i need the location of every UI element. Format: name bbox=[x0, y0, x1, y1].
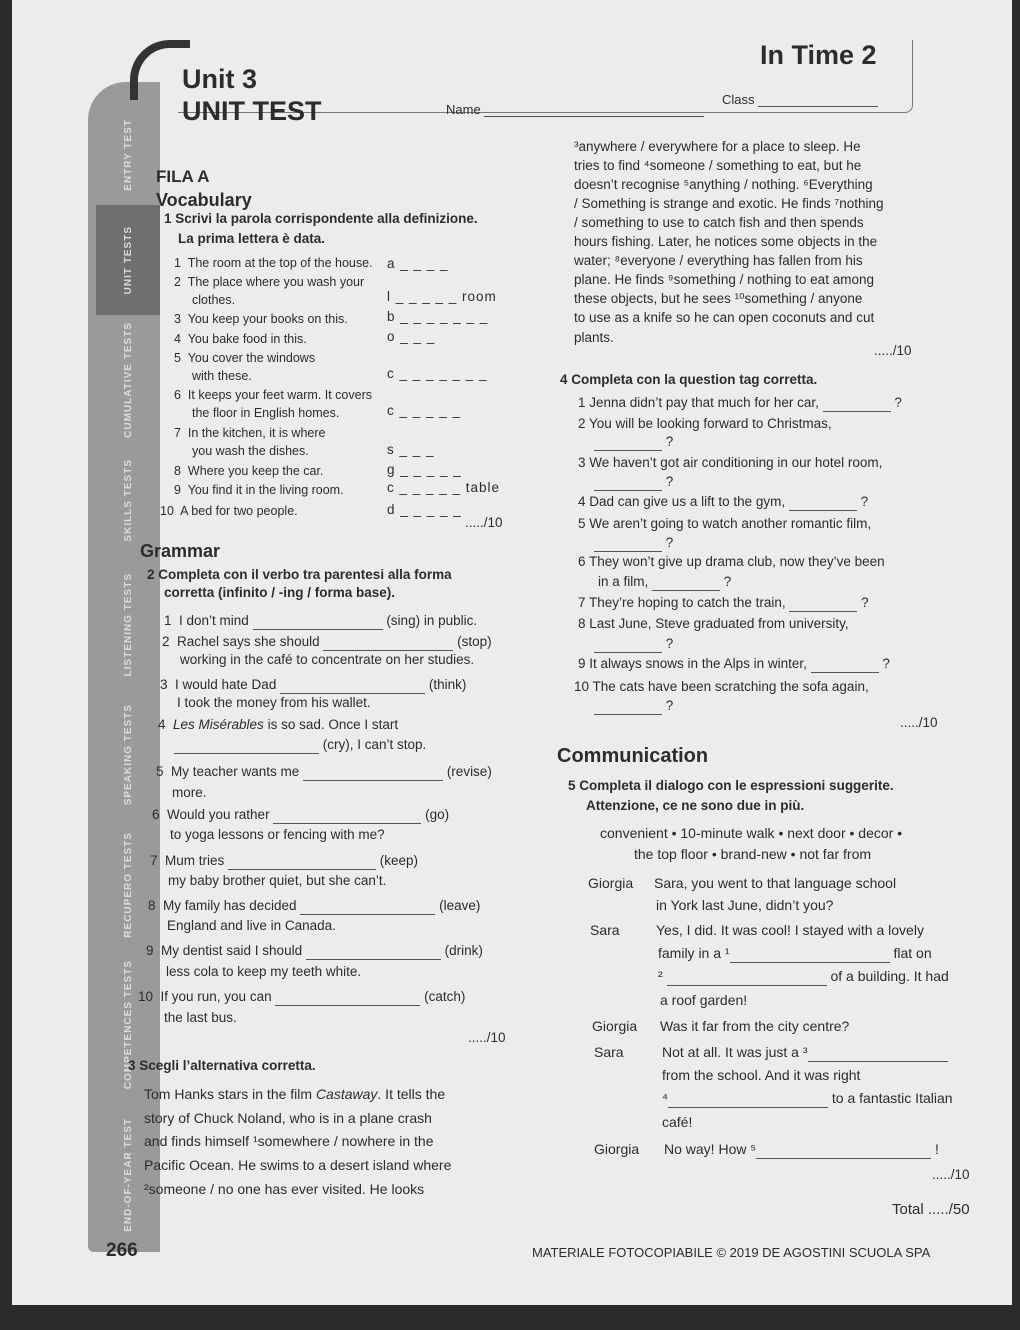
exercise2-title-continued: corretta (infinito / -ing / forma base). bbox=[164, 585, 396, 600]
sidebar-tab-competences: COMPETENCES TESTS bbox=[122, 960, 134, 1090]
exercise3-line: and finds himself ¹somewhere / nowhere in the bbox=[144, 1133, 434, 1149]
vocab-item: 5 You cover the windows bbox=[174, 351, 316, 365]
unit-title: Unit 3 bbox=[182, 64, 258, 94]
page-title: UNIT TEST bbox=[182, 96, 322, 126]
vocab-answer[interactable]: c _ _ _ _ _ _ _ bbox=[387, 366, 488, 381]
fila-label: FILA A bbox=[156, 167, 210, 186]
vocabulary-heading: Vocabulary bbox=[156, 190, 252, 210]
vocab-item-continued: with these. bbox=[192, 369, 252, 383]
speaker-giorgia: Giorgia bbox=[592, 1018, 638, 1034]
sidebar-tab-speaking: SPEAKING TESTS bbox=[122, 704, 134, 806]
vocab-item-continued: clothes. bbox=[192, 293, 236, 307]
word-bank: the top floor • brand-new • not far from bbox=[634, 846, 872, 862]
exercise4-score: ...../10 bbox=[900, 715, 938, 730]
exercise4-title: 4 Completa con la question tag corretta. bbox=[560, 372, 818, 387]
vocab-item: 3 You keep your books on this. bbox=[174, 312, 348, 326]
speaker-sara: Sara bbox=[594, 1044, 624, 1060]
vocab-answer[interactable]: g _ _ _ _ _ bbox=[387, 462, 462, 477]
worksheet-page: ENTRY TEST UNIT TESTS CUMULATIVE TESTS SKILLS TESTS LISTENING TESTS SPEAKING TESTS RECUPERO TESTS COMPETENCES TESTS END-OF-YEAR TEST In Time 2 Unit 3 UNIT TEST Name Class FILA A Vocabulary 1 Scrivi la parola corrispondente alla definizione. La prima lettera è data. 1 The room at the top of the house. a _ _ _ _ 2 The place where you wash your clothes. l _ _ _ _ _ room 3 You keep your books on this. b _ _ _ _ _ _ _ 4 You bake food in this. o _ _ _ 5 You cover the windows with these. c _ _ _ _ _ _ _ 6 It keeps your feet warm. It covers the floor in English homes. c _ _ _ _ _ 7 In the kitchen, it is where you wash the dishes. s _ _ _ 8 Where you keep the car. g _ _ _ _ _ 9 You find it in the living room. c _ _ _ _ _ table 10 A bed for two people. d _ _ _ _ _ ...../10 Grammar 2 Completa con il verbo tra parentesi alla forma corretta (infinito / -ing / forma base). 1 I don’t mind (sing) in public. 2 Rachel says she should (stop) working in the café to concentrate on her studies. 3 I would hate Dad (think) I took the money from his wallet. 4 Les Misérables is so sad. Once I start (cry), I can’t stop. 5 My teacher wants me (revise) more. 6 Would you rather (go) to yoga lessons or fencing with me? 7 Mum tries (keep) my baby brother quiet, but she can’t. 8 My family has decided (leave) England and live in Canada. 9 My dentist said I should (drink) less cola to keep my teeth white. 10 If you run, you can (catch) the last bus. ...../10 3 Scegli l’alternativa corretta. Tom Hanks stars in the film Castaway. It tells the story of Chuck Noland, who is in a plane crash and finds himself ¹somewhere / nowhere in the Pacific Ocean. He swims to a desert island where ²someone / no one has ever visited. He looks ³anywhere / everywhere for a place to sleep. He tries to find ⁴someone / something to eat, but he doesn’t recognise ⁵anything / nothing. ⁶Everything / Something is strange and exotic. He finds ⁷nothing / something to use to catch fish and then spends hours fishing. Later, he notices some objects in the water; ⁸everyone / everything has fallen from his plane. He finds ⁹something / nothing to eat among these objects, but he sees ¹⁰something / anyone to use as a knife so he can open coconuts and cut plants. ...../10 4 Completa con la question tag corretta. 1 Jenna didn’t pay that much for her car, ? 2 You will be looking forward to Christmas, ? 3 We haven’t got air conditioning in our hotel room, ? 4 Dad can give us a lift to the gym, ? 5 We aren’t going to watch another romantic film, ? 6 They won’t give up drama club, now they’ve been in a film, ? 7 They’re hoping to catch the train, ? 8 Last June, Steve graduated from university, ? 9 It always snows in the Alps in winter, ? 10 The cats have been scratching the sofa again, ? ...../10 Communication 5 Completa il dialogo con le espressioni suggerite. Attenzione, ce ne sono due in più. convenient • 10-minute walk • next door • decor • the top floor • brand-new • not far from Giorgia Sara, you went to that language school in York last June, didn’t you? Sara Yes, I did. It was cool! I stayed with a lovely family in a ¹ flat on ² of a building. It had a roof garden! Giorgia Was it far from the city centre? Sara Not at all. It was just a ³ from the school. And it was right ⁴ to a fantastic Italian café! Giorgia No way! How ⁵ ! ...../10 Total ...../50 266 MATERIALE FOTOCOPIABILE © 2019 DE AGOSTINI SCUOLA SPA bbox=[12, 0, 1012, 1305]
sidebar-tab-unit: UNIT TESTS bbox=[96, 205, 160, 315]
vocab-answer[interactable]: a _ _ _ _ bbox=[387, 256, 449, 271]
brand-title: In Time 2 bbox=[760, 40, 877, 70]
exercise1-title: 1 Scrivi la parola corrispondente alla definizione. bbox=[164, 211, 478, 226]
exercise2-score: ...../10 bbox=[468, 1030, 506, 1045]
exercise5-title: 5 Completa il dialogo con le espressioni suggerite. bbox=[568, 778, 894, 793]
grammar-heading: Grammar bbox=[140, 541, 221, 561]
exercise3-line: ²someone / no one has ever visited. He looks bbox=[144, 1181, 425, 1197]
vocab-item: 6 It keeps your feet warm. It covers bbox=[174, 388, 373, 402]
class-label: Class bbox=[722, 92, 755, 107]
copyright-notice: MATERIALE FOTOCOPIABILE © 2019 DE AGOSTINI SCUOLA SPA bbox=[532, 1245, 931, 1260]
exercise3-line: story of Chuck Noland, who is in a plane crash bbox=[144, 1110, 432, 1126]
exercise5-subtitle: Attenzione, ce ne sono due in più. bbox=[586, 798, 805, 813]
vocab-answer[interactable]: o _ _ _ bbox=[387, 329, 436, 344]
speaker-giorgia: Giorgia bbox=[588, 875, 634, 891]
sidebar-tab-skills: SKILLS TESTS bbox=[122, 458, 134, 542]
speaker-sara: Sara bbox=[590, 922, 620, 938]
exercise3-title: 3 Scegli l’alternativa corretta. bbox=[128, 1058, 316, 1073]
page-number: 266 bbox=[106, 1240, 138, 1261]
sidebar-tab-listening: LISTENING TESTS bbox=[122, 573, 134, 677]
vocab-item: 10 A bed for two people. bbox=[160, 504, 298, 518]
speaker-giorgia: Giorgia bbox=[594, 1141, 640, 1157]
vocab-answer[interactable]: b _ _ _ _ _ _ _ bbox=[387, 309, 489, 324]
exercise2-title: 2 Completa con il verbo tra parentesi alla forma bbox=[147, 567, 452, 582]
vocab-item: 1 The room at the top of the house. bbox=[174, 256, 373, 270]
vocab-answer[interactable]: d _ _ _ _ _ bbox=[387, 502, 462, 517]
vocab-answer[interactable]: c _ _ _ _ _ table bbox=[387, 480, 501, 495]
vocab-answer[interactable]: l _ _ _ _ _ room bbox=[387, 289, 497, 304]
exercise1-subtitle: La prima lettera è data. bbox=[178, 231, 326, 246]
exercise3-line: Tom Hanks stars in the film Castaway. It tells the bbox=[144, 1086, 446, 1102]
vocab-answer[interactable]: s _ _ _ bbox=[387, 442, 435, 457]
name-field[interactable] bbox=[446, 102, 704, 117]
sidebar-tab-cumulative: CUMULATIVE TESTS bbox=[122, 322, 134, 438]
sidebar-tab-recupero: RECUPERO TESTS bbox=[122, 832, 134, 938]
sidebar-tab-entry: ENTRY TEST bbox=[122, 119, 134, 191]
vocab-item: 2 The place where you wash your bbox=[174, 275, 365, 289]
exercise1-score: ...../10 bbox=[465, 515, 503, 530]
vocab-item: 4 You bake food in this. bbox=[174, 332, 307, 346]
vocab-answer[interactable]: c _ _ _ _ _ bbox=[387, 403, 462, 418]
vocab-item: 8 Where you keep the car. bbox=[174, 464, 324, 478]
vocab-item-continued: you wash the dishes. bbox=[192, 444, 309, 458]
exercise5-score: ...../10 bbox=[932, 1167, 970, 1182]
vocab-item-continued: the floor in English homes. bbox=[192, 406, 340, 420]
name-label: Name bbox=[446, 102, 481, 117]
vocab-item: 7 In the kitchen, it is where bbox=[174, 426, 326, 440]
word-bank: convenient • 10-minute walk • next door • decor • bbox=[600, 825, 903, 841]
total-score: Total ...../50 bbox=[892, 1201, 970, 1218]
sidebar-tab-end-of-year: END-OF-YEAR TEST bbox=[122, 1118, 134, 1232]
class-field[interactable] bbox=[722, 92, 878, 107]
exercise3-score: ...../10 bbox=[874, 343, 912, 358]
exercise3-line: Pacific Ocean. He swims to a desert island where bbox=[144, 1157, 452, 1173]
vocab-item: 9 You find it in the living room. bbox=[174, 483, 344, 497]
communication-heading: Communication bbox=[557, 745, 709, 767]
